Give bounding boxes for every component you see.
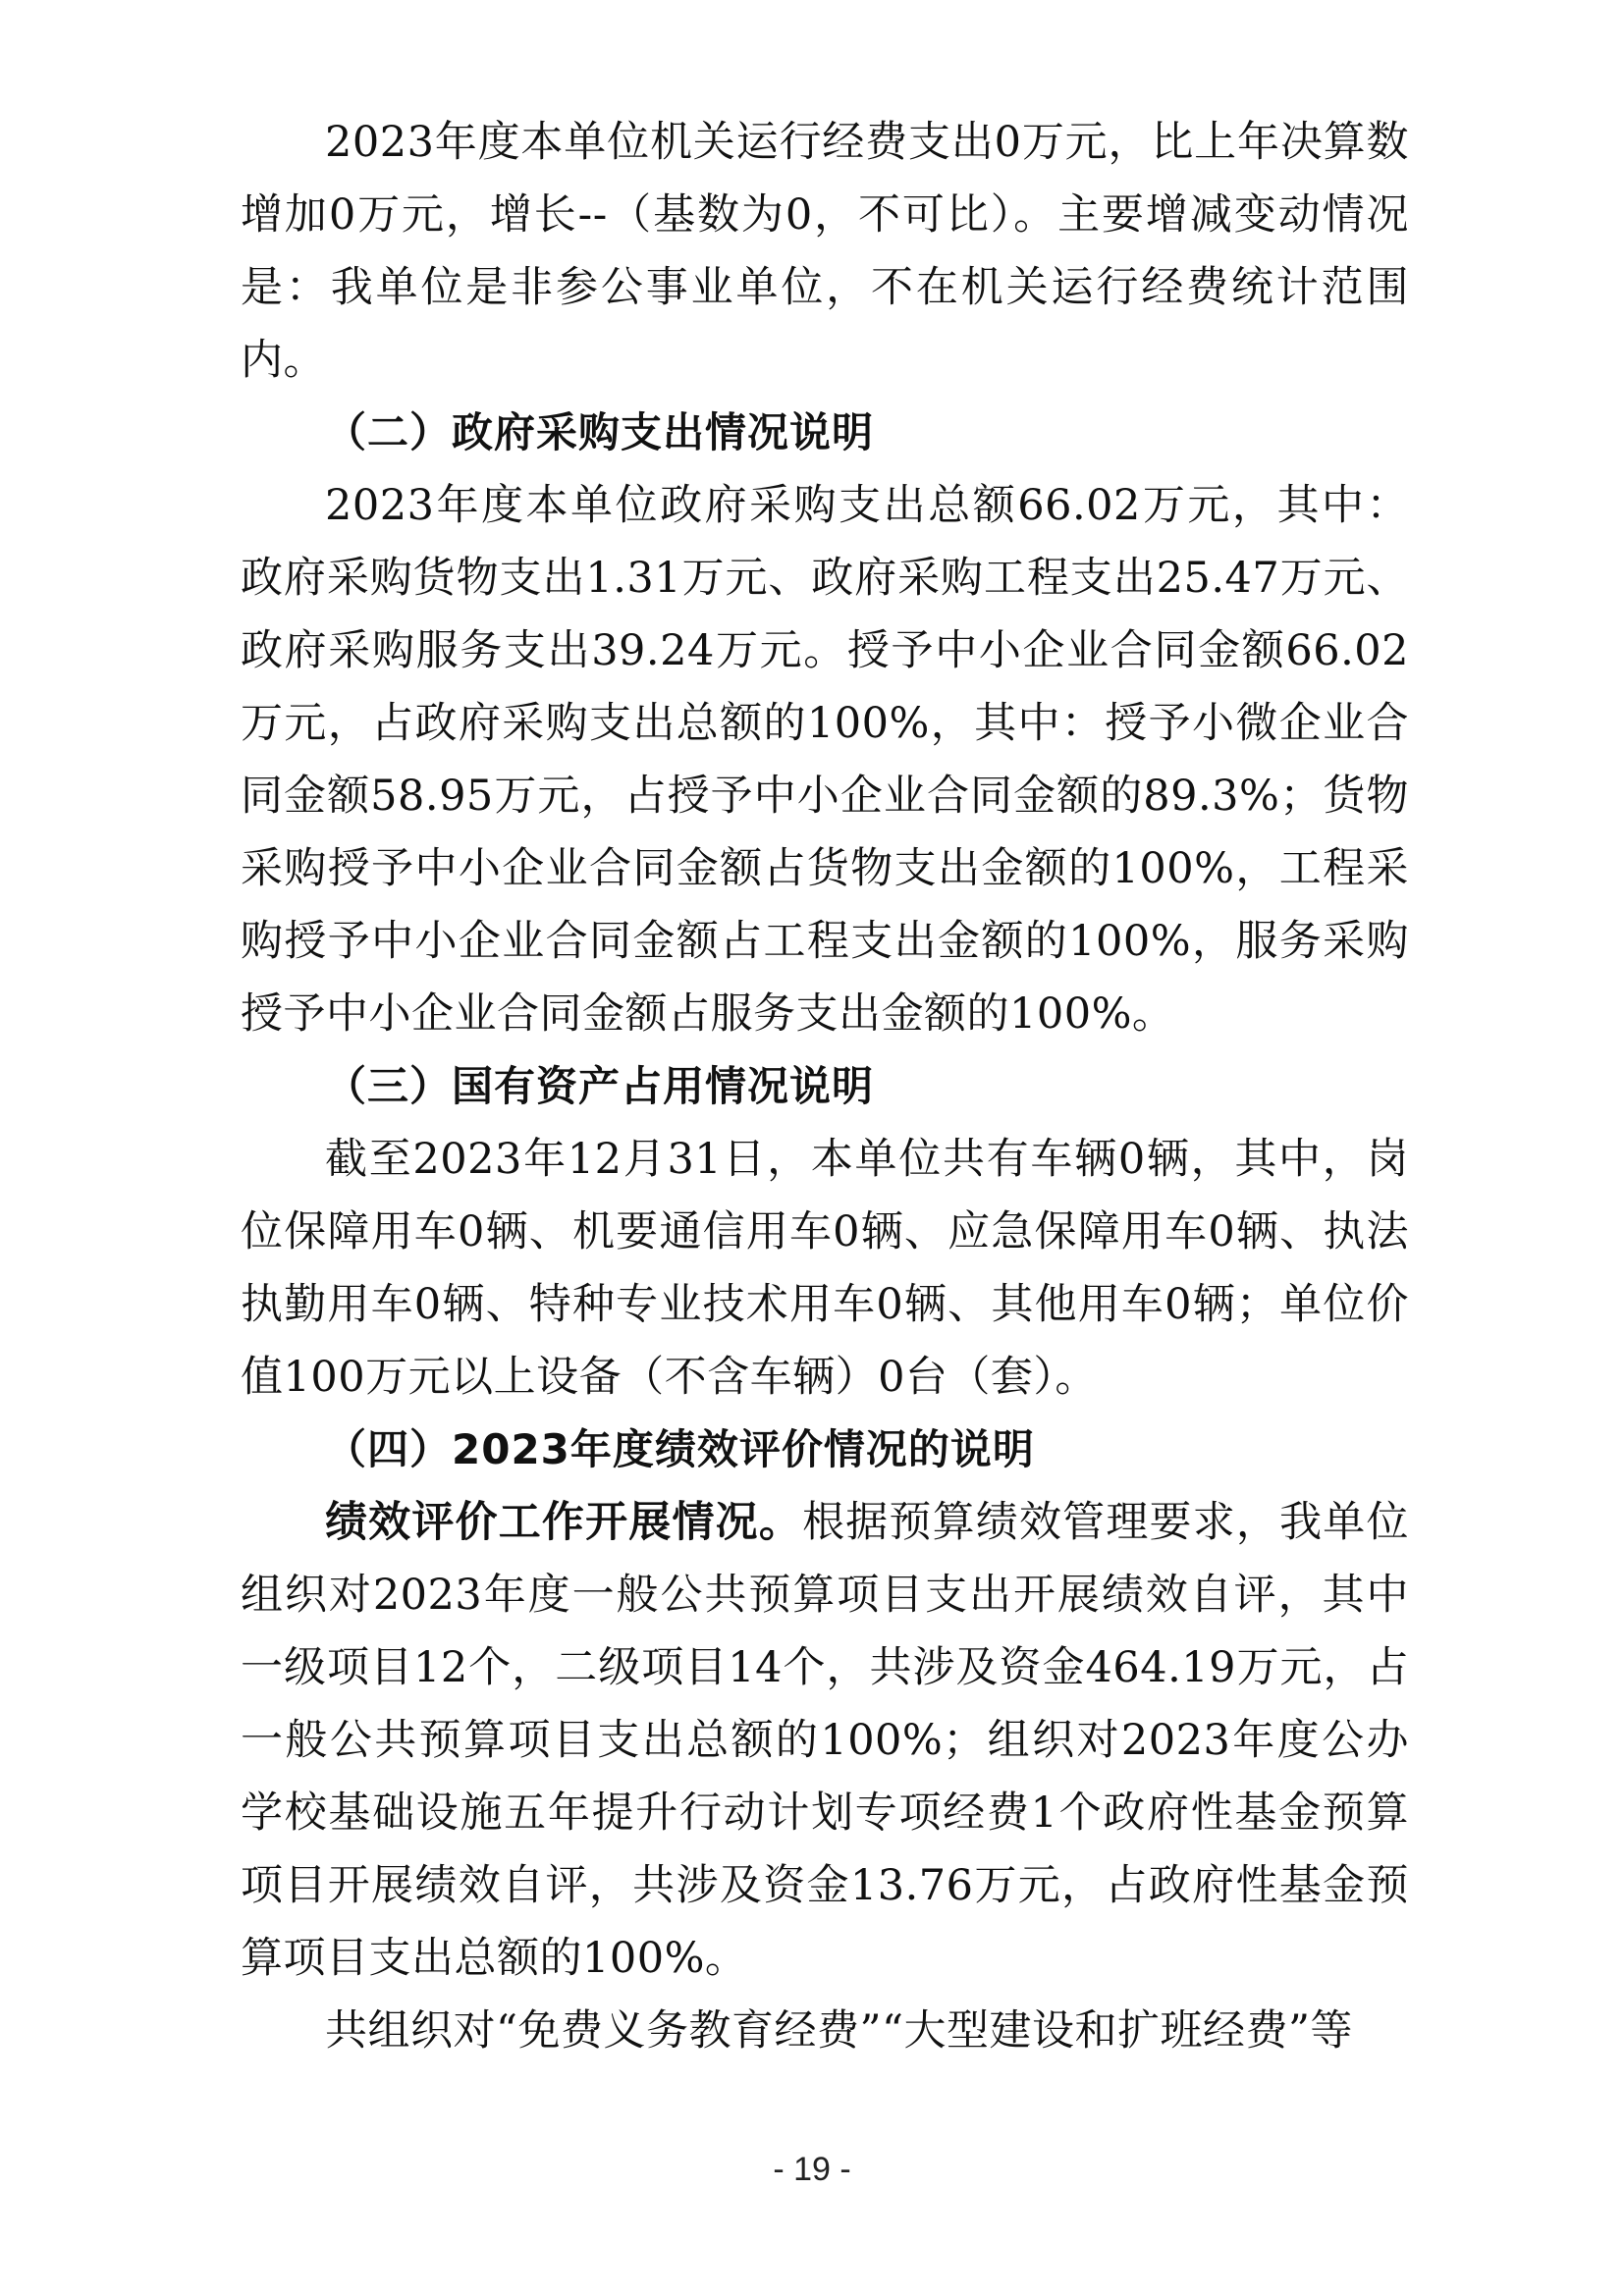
paragraph-procurement: 2023年度本单位政府采购支出总额66.02万元，其中：政府采购货物支出1.31万元、政府采购工程支出25.47万元、政府采购服务支出39.24万元。授予中小企业合同金额66.02万元，占政府采购支出总额的100%，其中：授予小微企业合同金额58.95万元，占授予中小企业合同金额的89.3%；货物采购授予中小企业合同金额占货物支出金额的100%，工程采购授予中小企业合同金额占工程支出金额的100%，服务采购授予中小企业合同金额占服务支出金额的100%。 bbox=[241, 481, 1409, 1039]
page-number: - 19 - bbox=[773, 2151, 851, 2188]
paragraph-operating-expenses: 2023年度本单位机关运行经费支出0万元，比上年决算数增加0万元，增长--（基数为0，不可比）。主要增减变动情况是：我单位是非参公事业单位，不在机关运行经费统计范围内。 bbox=[241, 118, 1409, 385]
paragraph-continuation: 共组织对“免费义务教育经费”“大型建设和扩班经费”等 bbox=[325, 2006, 1353, 2056]
page-body bbox=[241, 106, 1409, 2067]
paragraph-state-assets: 截至2023年12月31日，本单位共有车辆0辆，其中，岗位保障用车0辆、机要通信用车0辆、应急保障用车0辆、执法执勤用车0辆、特种专业技术用车0辆、其他用车0辆；单位价值100万元以上设备（不含车辆）0台（套）。 bbox=[241, 1135, 1409, 1402]
section-heading-performance: （四）2023年度绩效评价情况的说明 bbox=[325, 1425, 1035, 1473]
paragraph-lead-bold: 绩效评价工作开展情况。 bbox=[325, 1498, 803, 1547]
paragraph-performance-text: 根据预算绩效管理要求，我单位组织对2023年度一般公共预算项目支出开展绩效自评，其中一级项目12个，二级项目14个，共涉及资金464.19万元，占一般公共预算项目支出总额的100%；组织对2023年度公办学校基础设施五年提升行动计划专项经费1个政府性基金预算项目开展绩效自评，共涉及资金13.76万元，占政府性基金预算项目支出总额的100%。 bbox=[241, 1498, 1409, 1983]
section-heading-state-assets: （三）国有资产占用情况说明 bbox=[325, 1062, 875, 1110]
paragraph-performance-evaluation bbox=[241, 1486, 1409, 1995]
section-heading-procurement: （二）政府采购支出情况说明 bbox=[325, 408, 875, 456]
